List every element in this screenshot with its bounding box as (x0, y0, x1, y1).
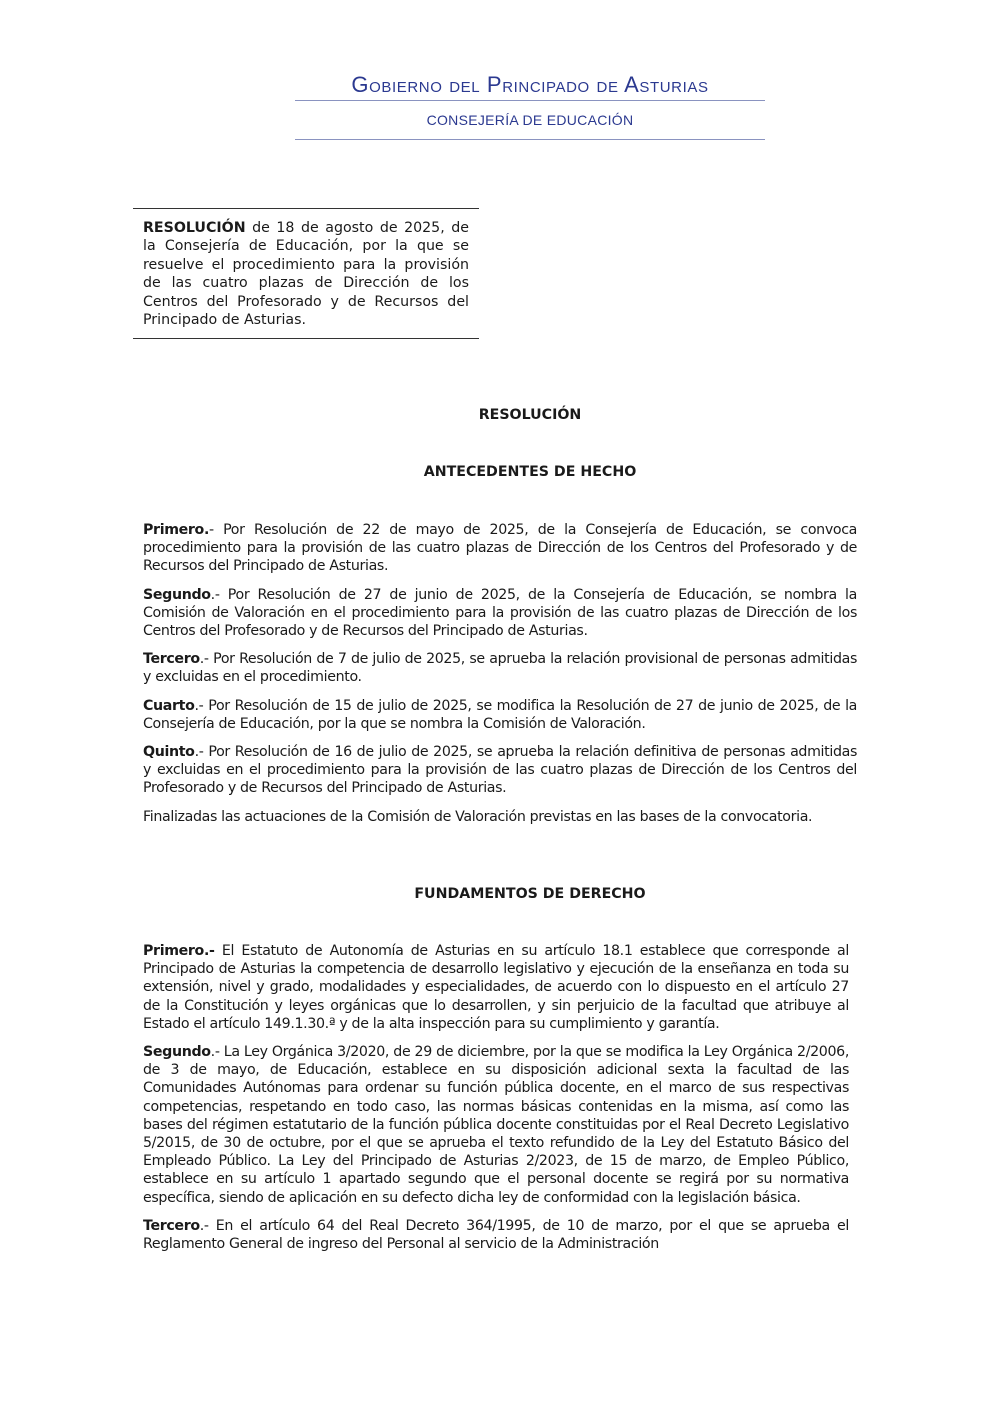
fundamento-paragraph (143, 1043, 849, 1207)
antecedentes-section (143, 521, 857, 836)
summary-lead: RESOLUCIÓN (143, 220, 246, 236)
paragraph-label: Tercero (143, 651, 200, 668)
antecedente-paragraph (143, 697, 857, 733)
paragraph-label: Primero. (143, 522, 209, 538)
fundamento-paragraph (143, 942, 849, 1033)
heading-fundamentos: FUNDAMENTOS DE DERECHO (414, 886, 646, 902)
letterhead-divider (295, 139, 765, 140)
antecedente-paragraph (143, 521, 857, 576)
paragraph-text: .- En el artículo 64 del Real Decreto 364/1995, de 10 de marzo, por el que se aprueba el Reglamento General de ingreso del Personal al servicio de la Administración (143, 1217, 849, 1253)
letterhead (295, 70, 765, 140)
paragraph-text: El Estatuto de Autonomía de Asturias en su artículo 18.1 establece que corresponde al Principado de Asturias la competencia de desarrollo legislativo y ejecución de la enseñanza en toda su extensión, nivel y grado, modalidades y especialidades, de acuerdo con lo dispuesto en el artículo 27 de la Constitución y leyes orgánicas que lo desarrollen, y sin perjuicio de la facultad que atribuye al Estado el artículo 149.1.30.ª y de la alta inspección para su cumplimiento y garantía. (143, 943, 849, 1032)
letterhead-title: Gobierno del Principado de Asturias (351, 72, 709, 97)
paragraph-text: Finalizadas las actuaciones de la Comisión de Valoración previstas en las bases de la convocatoria. (143, 808, 813, 825)
paragraph-label: Segundo (143, 586, 211, 603)
antecedente-paragraph (143, 586, 857, 641)
heading-antecedentes: ANTECEDENTES DE HECHO (423, 464, 637, 480)
paragraph-text: - Por Resolución de 22 de mayo de 2025, de la Consejería de Educación, se convoca procedimiento para la provisión de las cuatro plazas de Dirección de los Centros del Profesorado y de Recursos del Principado de Asturias. (143, 522, 857, 575)
summary-body: de 18 de agosto de 2025, de la Consejería de Educación, por la que se resuelve el procedimiento para la provisión de las cuatro plazas de Dirección de los Centros del Profesorado y de Recursos del Principado de Asturias. (143, 220, 469, 329)
paragraph-text: .- Por Resolución de 27 de junio de 2025, de la Consejería de Educación, se nombra la Comisión de Valoración en el procedimiento para la provisión de las cuatro plazas de Dirección de los Centros del Profesorado y de Recursos del Principado de Asturias. (143, 586, 857, 640)
fundamento-paragraph (143, 1217, 849, 1253)
paragraph-label: Quinto (143, 744, 195, 761)
paragraph-label: Primero.- (143, 943, 215, 959)
summary-text (143, 219, 469, 329)
paragraph-label: Cuarto (143, 697, 195, 714)
paragraph-text: .- La Ley Orgánica 3/2020, de 29 de diciembre, por la que se modifica la Ley Orgánica 2/2006, de 3 de mayo, de Educación, establece en su disposición adicional sexta la facultad de las Comunidades Autónomas para ordenar su función pública docente, en el marco de sus respectivas competencias, respetando en todo caso, las normas básicas contenidas en la misma, así como las bases del régimen estatutario de la función pública docente constituidas por el Real Decreto Legislativo 5/2015, de 30 de octubre, por el que se aprueba el texto refundido de la Ley del Estatuto Básico del Empleado Público. La Ley del Principado de Asturias 2/2023, de 15 de marzo, de Empleo Público, establece en su artículo 1 apartado segundo que el personal docente se regirá por su normativa específica, siendo de aplicación en su defecto dicha ley de conformidad con la legislación básica. (143, 1044, 849, 1206)
paragraph-text: .- Por Resolución de 15 de julio de 2025, se modifica la Resolución de 27 de junio de 2025, de la Consejería de Educación, por la que se nombra la Comisión de Valoración. (143, 697, 857, 732)
paragraph-text: .- Por Resolución de 16 de julio de 2025, se aprueba la relación definitiva de personas admitidas y excluidas en el procedimiento para la provisión de las cuatro plazas de Dirección de los Centros del Profesorado y de Recursos del Principado de Asturias. (143, 744, 857, 797)
antecedente-paragraph (143, 808, 857, 826)
paragraph-label: Tercero (143, 1217, 200, 1234)
resolution-summary (133, 208, 479, 339)
heading-resolucion: RESOLUCIÓN (478, 407, 582, 423)
letterhead-subtitle: CONSEJERÍA DE EDUCACIÓN (426, 112, 634, 128)
fundamentos-section (143, 942, 849, 1263)
antecedente-paragraph (143, 650, 857, 686)
paragraph-label: Segundo (143, 1044, 211, 1061)
paragraph-text: .- Por Resolución de 7 de julio de 2025, se aprueba la relación provisional de personas admitidas y excluidas en el procedimiento. (143, 651, 857, 686)
antecedente-paragraph (143, 743, 857, 798)
